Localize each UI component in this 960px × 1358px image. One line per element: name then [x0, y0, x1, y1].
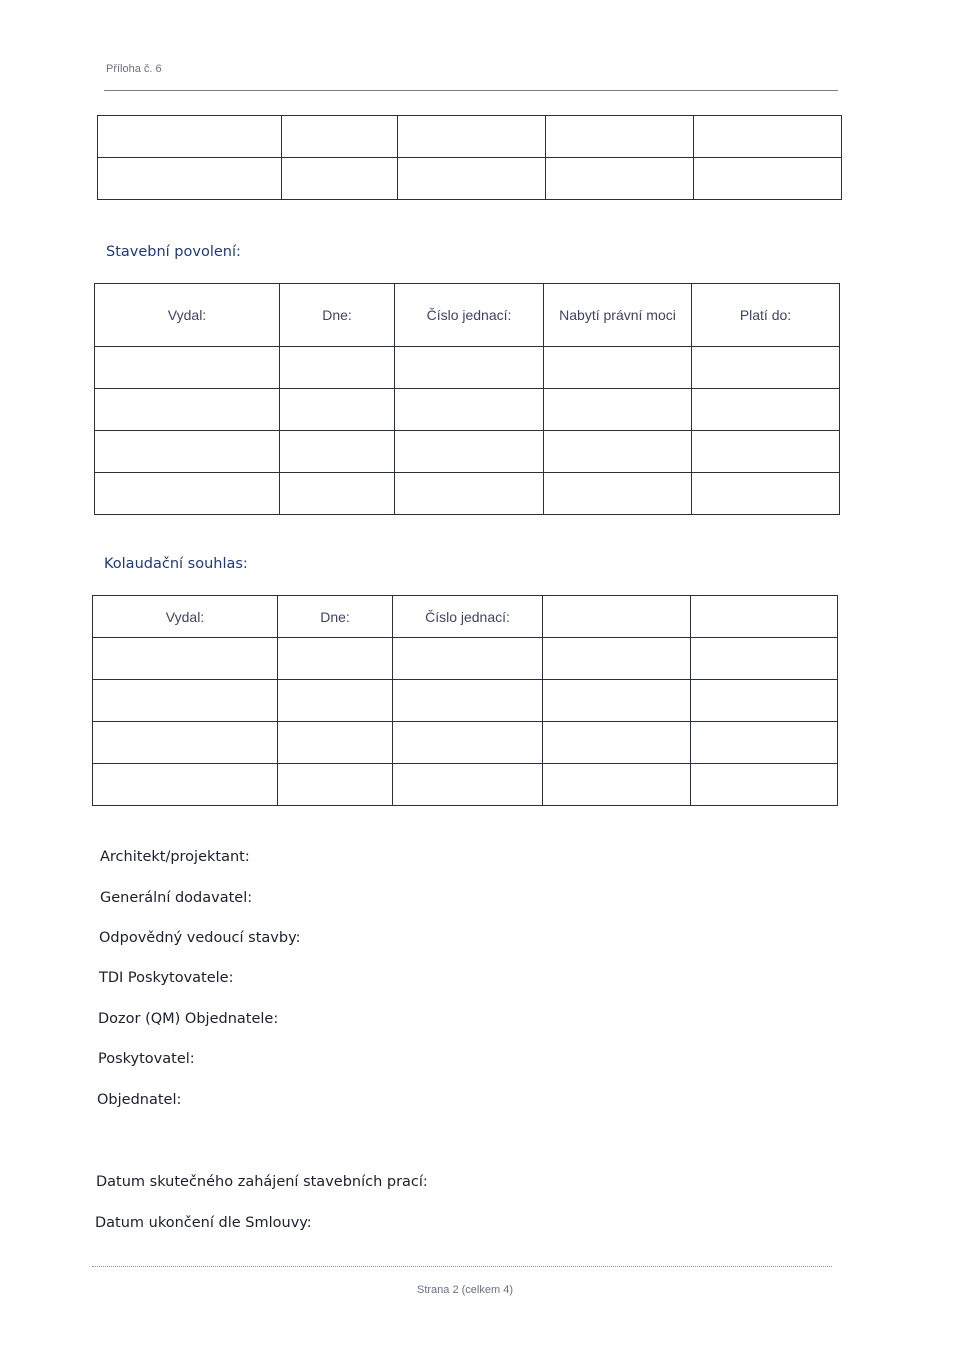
table-cell[interactable] — [398, 116, 546, 158]
table-cell[interactable] — [278, 722, 393, 764]
table-cell[interactable] — [98, 158, 282, 200]
table-cell[interactable] — [691, 764, 838, 806]
table-cell[interactable] — [692, 347, 840, 389]
table-cell[interactable] — [278, 638, 393, 680]
table-cell[interactable] — [393, 722, 543, 764]
table-cell[interactable] — [543, 722, 691, 764]
general-contractor-label: Generální dodavatel: — [100, 890, 253, 906]
table-cell[interactable] — [691, 722, 838, 764]
table-cell[interactable] — [691, 638, 838, 680]
table-cell[interactable] — [694, 158, 842, 200]
table-cell[interactable] — [95, 389, 280, 431]
table-cell[interactable] — [95, 431, 280, 473]
client-label: Objednatel: — [97, 1092, 182, 1108]
table-cell[interactable] — [95, 347, 280, 389]
header-reference-number: Číslo jednací: — [395, 284, 544, 347]
table-cell[interactable] — [544, 347, 692, 389]
header-date: Dne: — [278, 596, 393, 638]
table-cell[interactable] — [395, 473, 544, 515]
header-issued-by: Vydal: — [93, 596, 278, 638]
table-cell[interactable] — [98, 116, 282, 158]
table-cell[interactable] — [280, 347, 395, 389]
footer-divider — [92, 1266, 832, 1267]
table-cell[interactable] — [278, 764, 393, 806]
table-cell[interactable] — [692, 389, 840, 431]
header-date: Dne: — [280, 284, 395, 347]
header-reference-number: Číslo jednací: — [393, 596, 543, 638]
table-cell[interactable] — [543, 638, 691, 680]
page-number: Strana 2 (celkem 4) — [417, 1284, 513, 1296]
table-cell[interactable] — [278, 680, 393, 722]
table-cell[interactable] — [93, 764, 278, 806]
table-cell[interactable] — [692, 473, 840, 515]
tdi-provider-label: TDI Poskytovatele: — [99, 970, 234, 986]
table-cell[interactable] — [93, 638, 278, 680]
table-cell[interactable] — [691, 596, 838, 638]
building-permit-title: Stavební povolení: — [106, 244, 241, 260]
provider-label: Poskytovatel: — [98, 1051, 195, 1067]
table-cell[interactable] — [543, 596, 691, 638]
table-cell[interactable] — [393, 680, 543, 722]
header-legal-effect: Nabytí právní moci — [544, 284, 692, 347]
table-cell[interactable] — [546, 116, 694, 158]
table-cell[interactable] — [543, 680, 691, 722]
table-cell[interactable] — [544, 389, 692, 431]
table-cell[interactable] — [543, 764, 691, 806]
table-cell[interactable] — [393, 764, 543, 806]
table-cell[interactable] — [544, 473, 692, 515]
table-cell[interactable] — [395, 431, 544, 473]
occupancy-approval-table — [92, 595, 838, 806]
table-cell[interactable] — [93, 680, 278, 722]
table-cell[interactable] — [544, 431, 692, 473]
occupancy-approval-title: Kolaudační souhlas: — [104, 556, 248, 572]
header-divider — [104, 90, 838, 91]
table-cell[interactable] — [280, 389, 395, 431]
table-cell[interactable] — [280, 431, 395, 473]
table-cell[interactable] — [546, 158, 694, 200]
header-issued-by: Vydal: — [95, 284, 280, 347]
table-cell[interactable] — [395, 347, 544, 389]
qm-supervision-label: Dozor (QM) Objednatele: — [98, 1011, 279, 1027]
table-cell[interactable] — [282, 158, 398, 200]
attachment-label: Příloha č. 6 — [106, 63, 162, 75]
building-permit-table — [94, 283, 840, 515]
site-manager-label: Odpovědný vedoucí stavby: — [99, 930, 301, 946]
table-cell[interactable] — [95, 473, 280, 515]
architect-label: Architekt/projektant: — [100, 849, 250, 865]
table-cell[interactable] — [395, 389, 544, 431]
actual-start-date-label: Datum skutečného zahájení stavebních prací: — [96, 1174, 428, 1190]
table-cell[interactable] — [398, 158, 546, 200]
contract-end-date-label: Datum ukončení dle Smlouvy: — [95, 1215, 312, 1231]
table-cell[interactable] — [694, 116, 842, 158]
table-cell[interactable] — [280, 473, 395, 515]
table-cell[interactable] — [692, 431, 840, 473]
table-cell[interactable] — [282, 116, 398, 158]
table-cell[interactable] — [393, 638, 543, 680]
table-cell[interactable] — [93, 722, 278, 764]
header-valid-until: Platí do: — [692, 284, 840, 347]
top-empty-table — [97, 115, 842, 200]
table-cell[interactable] — [691, 680, 838, 722]
